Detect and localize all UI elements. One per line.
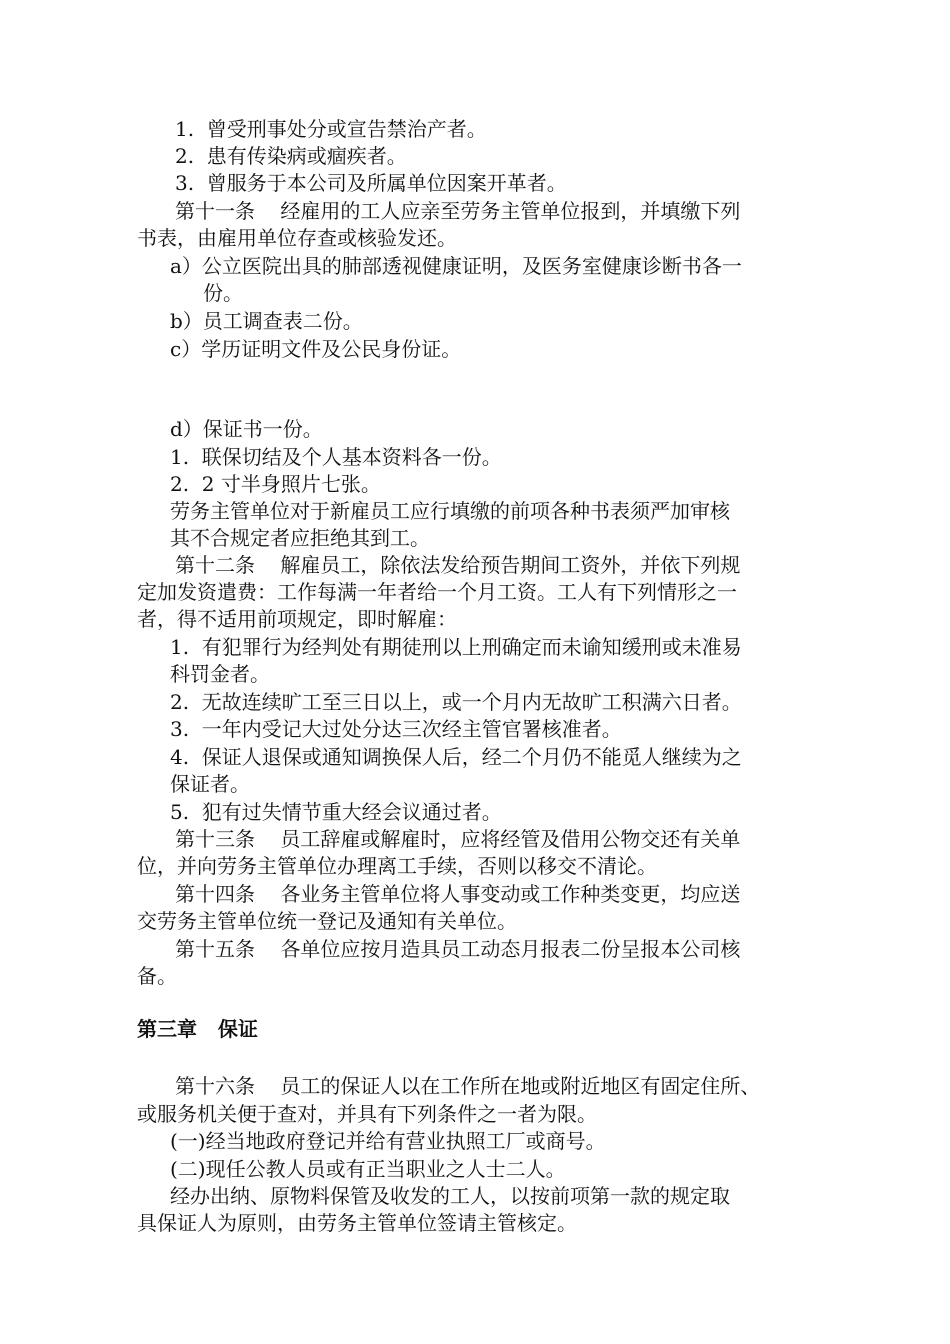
paragraph-line: 定加发资遣费：工作每满一年者给一个月工资。工人有下列情形之一 (137, 580, 737, 604)
list-item: 3. 一年内受记大过处分达三次经主管官署核准者。 (170, 717, 622, 741)
list-item: (一)经当地政府登记并给有营业执照工厂或商号。 (170, 1129, 606, 1153)
list-item: b）员工调查表二份。 (170, 309, 363, 333)
list-item: a）公立医院出具的肺部透视健康证明，及医务室健康诊断书各一 (170, 254, 742, 278)
list-item: 3. 曾服务于本公司及所属单位因案开革者。 (175, 171, 567, 195)
paragraph-line: 或服务机关便于查对，并具有下列条件之一者为限。 (137, 1102, 597, 1126)
list-item: 2. 2 寸半身照片七张。 (170, 472, 381, 496)
list-item: c）学历证明文件及公民身份证。 (170, 337, 462, 361)
article-15-text: 第十五条 各单位应按月造具员工动态月报表二份呈报本公司核 (175, 937, 741, 961)
paragraph-line: 书表，由雇用单位存查或核验发还。 (137, 226, 457, 250)
article-16-text: 第十六条 员工的保证人以在工作所在地或附近地区有固定住所、 (175, 1074, 761, 1098)
paragraph-line: 具保证人为原则，由劳务主管单位签请主管核定。 (137, 1211, 577, 1235)
list-item: 1. 联保切结及个人基本资料各一份。 (170, 445, 502, 469)
list-item: d）保证书一份。 (170, 417, 323, 441)
list-item: 1. 曾受刑事处分或宣告禁治产者。 (175, 117, 487, 141)
list-item: 2. 无故连续旷工至三日以上，或一个月内无故旷工积满六日者。 (170, 690, 742, 714)
list-item: 2. 患有传染病或痼疾者。 (175, 144, 407, 168)
list-item: 4. 保证人退保或通知调换保人后，经二个月仍不能觅人继续为之 (170, 745, 742, 769)
paragraph-line: 科罚金者。 (170, 662, 270, 686)
list-item: (二)现任公教人员或有正当职业之人士二人。 (170, 1157, 566, 1181)
paragraph-line: 保证者。 (170, 772, 250, 796)
article-13-text: 第十三条 员工辞雇或解雇时，应将经管及借用公物交还有关单 (175, 827, 741, 851)
paragraph-line: 交劳务主管单位统一登记及通知有关单位。 (137, 909, 517, 933)
article-12-text: 第十二条 解雇员工，除依法发给预告期间工资外，并依下列规 (175, 553, 741, 577)
article-11-text: 第十一条 经雇用的工人应亲至劳务主管单位报到，并填缴下列 (175, 199, 741, 223)
paragraph-line: 经办出纳、原物料保管及收发的工人，以按前项第一款的规定取 (170, 1184, 730, 1208)
paragraph-line: 劳务主管单位对于新雇员工应行填缴的前项各种书表须严加审核 (170, 499, 730, 523)
paragraph-line: 其不合规定者应拒绝其到工。 (170, 526, 430, 550)
paragraph-line: 份。 (203, 281, 243, 305)
paragraph-line: 者，得不适用前项规定，即时解雇： (137, 607, 457, 631)
chapter-heading: 第三章 保证 (137, 1017, 258, 1041)
paragraph-line: 位，并向劳务主管单位办理离工手续，否则以移交不清论。 (137, 854, 657, 878)
article-14-text: 第十四条 各业务主管单位将人事变动或工作种类变更，均应送 (175, 882, 741, 906)
paragraph-line: 备。 (137, 964, 177, 988)
list-item: 5. 犯有过失情节重大经会议通过者。 (170, 800, 502, 824)
list-item: 1. 有犯罪行为经判处有期徒刑以上刑确定而未谕知缓刑或未准易 (170, 635, 742, 659)
